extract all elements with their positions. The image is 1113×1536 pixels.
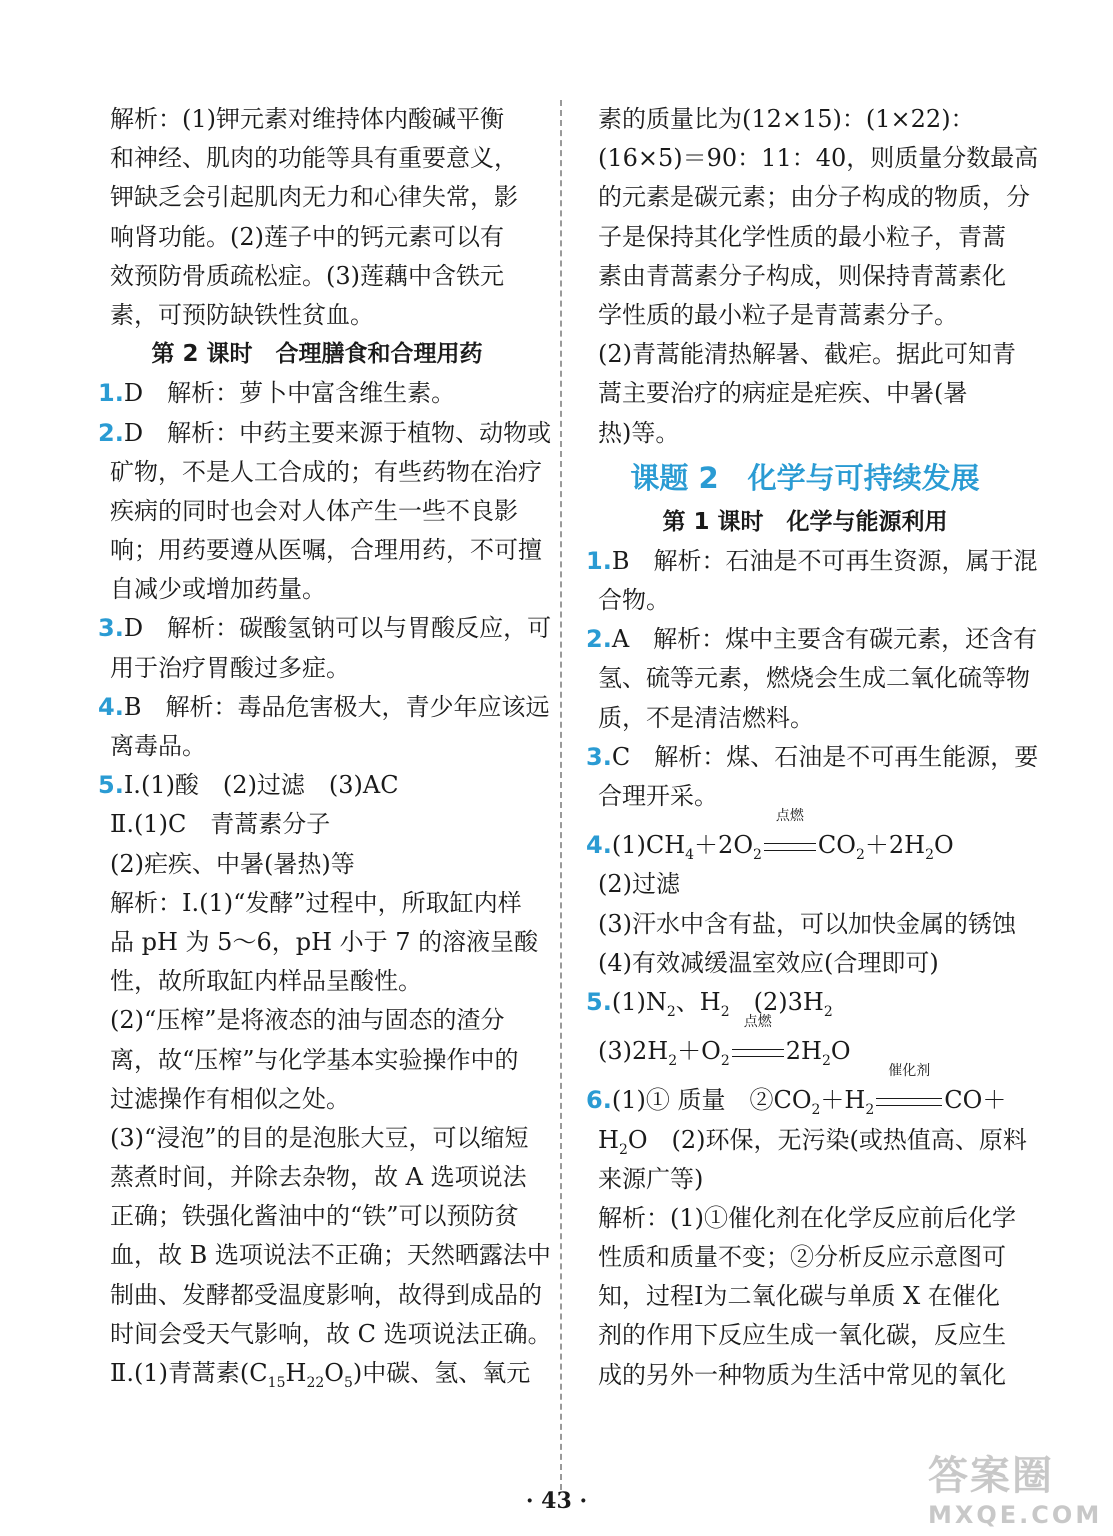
text-line: 剂的作用下反应生成一氧化碳，反应生 (598, 1321, 1006, 1350)
text-line: 素，可预防缺铁性贫血。 (110, 300, 374, 329)
answer-text: B 解析：毒品危害极大，青少年应该远 (123, 692, 550, 721)
text-line: 的元素是碳元素；由分子构成的物质，分 (598, 183, 1030, 212)
lesson-heading: 第 2 课时 合理膳食和合理用药 (151, 341, 483, 368)
formula-line (98, 1354, 536, 1393)
text-line: 响；用药要遵从医嘱，合理用药，不可擅 (110, 536, 542, 565)
text-line: 热)等。 (598, 418, 680, 447)
double-bar-icon (764, 843, 816, 851)
text-line: (2)“压榨”是将液态的油与固态的渣分 (110, 1006, 505, 1035)
answer-line (586, 620, 1038, 659)
text-line: Ⅱ.(1)C 青蒿素分子 (110, 810, 331, 839)
equation-line (586, 1121, 1027, 1160)
answer-text: Ⅰ.(1)酸 (2)过滤 (3)AC (123, 771, 399, 800)
text-line: 合理开采。 (598, 782, 718, 810)
subscript: 2 (666, 1003, 676, 1020)
formula-part: CO＋ (944, 1086, 1007, 1115)
text-line: (3)汗水中含有盐，可以加快金属的锈蚀 (598, 909, 1016, 938)
formula-part: O (2)环保，无污染(或热值高、原料 (627, 1125, 1027, 1154)
subscript: 2 (668, 1052, 678, 1069)
subscript: 2 (753, 846, 762, 863)
text-line: 用于治疗胃酸过多症。 (110, 653, 350, 682)
watermark-brand: 答案圈 (928, 1453, 1054, 1499)
lesson-heading: 第 1 课时 化学与能源利用 (662, 508, 948, 535)
text-line: 学性质的最小粒子是青蒿素分子。 (598, 300, 958, 329)
topic-heading: 课题 2 化学与可持续发展 (630, 460, 980, 495)
text-line: 成的另外一种物质为生活中常见的氧化 (598, 1360, 1006, 1389)
answer-text: A 解析：煤中主要含有碳元素，还含有 (611, 625, 1038, 654)
subscript: 2 (811, 1102, 821, 1119)
answer-text: D 解析：中药主要来源于植物、动物或 (123, 418, 552, 447)
text-line: (16×5)＝90：11：40，则质量分数最高 (598, 144, 1039, 173)
text-line: 疾病的同时也会对人体产生一些不良影 (110, 496, 518, 525)
reaction-condition: 点燃 (775, 808, 804, 825)
formula-part: ＋2O (694, 831, 753, 860)
formula-part: (3)2H (598, 1037, 669, 1066)
text-line: 和神经、肌肉的功能等具有重要意义， (110, 144, 518, 173)
text-line: (2)过滤 (598, 870, 680, 899)
formula-part: O (934, 831, 954, 860)
subscript: 2 (618, 1141, 628, 1158)
text-line: 素的质量比为(12×15)：(1×22)： (598, 105, 975, 133)
formula-part: ＋O (677, 1037, 721, 1066)
text-line: 蒸煮时间，并除去杂物，故 A 选项说法 (110, 1163, 527, 1192)
text-line: 离，故“压榨”与化学基本实验操作中的 (110, 1045, 519, 1074)
formula-part: O (830, 1037, 851, 1066)
answer-text: D 解析：碳酸氢钠可以与胃酸反应，可 (123, 614, 552, 643)
question-number: 6. (586, 1086, 612, 1115)
reaction-condition: 催化剂 (888, 1063, 931, 1080)
answer-line (586, 542, 1038, 581)
reaction-arrow (874, 1063, 944, 1120)
equation-line (586, 1014, 1024, 1071)
answer-text: C 解析：煤、石油是不可再生能源，要 (611, 742, 1039, 771)
formula-part: 2H (785, 1037, 822, 1066)
subscript: 5 (343, 1374, 353, 1391)
watermark-logo (928, 1444, 1108, 1532)
text-line: 性，故所取缸内样品呈酸性。 (110, 967, 422, 996)
question-number: 5. (586, 987, 612, 1016)
text-line: 来源广等) (598, 1164, 704, 1193)
question-number: 4. (586, 831, 612, 860)
left-column (98, 100, 552, 1393)
answer-line (98, 766, 536, 805)
answer-line (98, 609, 552, 648)
reaction-arrow (730, 1014, 786, 1071)
formula-part: H (285, 1359, 307, 1387)
text-line: 正确；铁强化酱油中的“铁”可以预防贫 (110, 1202, 519, 1231)
question-number: 2. (98, 418, 124, 447)
text-line: 知，过程Ⅰ为二氧化碳与单质 X 在催化 (598, 1282, 1000, 1311)
reaction-condition: 点燃 (743, 1014, 772, 1031)
question-number: 2. (586, 625, 612, 654)
column-divider (560, 100, 562, 1490)
text-line: 钾缺乏会引起肌肉无力和心律失常，影 (110, 183, 518, 212)
page-number: · 43 · (525, 1488, 588, 1514)
text-line: 品 pH 为 5～6，pH 小于 7 的溶液呈酸 (110, 927, 539, 956)
subscript: 2 (720, 1003, 730, 1020)
subscript: 2 (821, 1052, 831, 1069)
double-bar-icon (876, 1098, 942, 1106)
answer-text: B 解析：石油是不可再生资源，属于混 (611, 546, 1038, 575)
text-line: 质，不是清洁燃料。 (598, 703, 814, 732)
formula-part: Ⅱ.(1)青蒿素(C (110, 1359, 268, 1387)
subscript: 2 (925, 846, 935, 863)
text-line: (2)青蒿能清热解暑、截疟。据此可知青 (598, 340, 1016, 369)
text-line: 制曲、发酵都受温度影响，故得到成品的 (110, 1280, 542, 1309)
subscript: 15 (267, 1374, 286, 1391)
formula-part: ＋2H (864, 831, 926, 860)
text-line: 蒿主要治疗的病症是疟疾、中暑(暑 (598, 379, 968, 408)
answer-line (98, 688, 550, 727)
text-line: 血，故 B 选项说法不正确；天然晒露法中 (110, 1241, 551, 1270)
text-line: (4)有效减缓温室效应(合理即可) (598, 948, 939, 977)
formula-part: (1)N (611, 987, 667, 1016)
formula-part: ＋H (820, 1086, 866, 1115)
answer-line (586, 738, 1039, 777)
text-line: 效预防骨质疏松症。(3)莲藕中含铁元 (110, 261, 504, 290)
equation-line (586, 808, 1024, 865)
text-line: 解析：(1)①催化剂在化学反应前后化学 (598, 1203, 1016, 1232)
reaction-arrow (762, 808, 818, 865)
text-line: 过滤操作有相似之处。 (110, 1084, 350, 1113)
text-line: 响肾功能。(2)莲子中的钙元素可以有 (110, 222, 504, 251)
answer-line (98, 374, 536, 413)
text-line: 性质和质量不变；②分析反应示意图可 (598, 1243, 1006, 1272)
answer-text: D 解析：萝卜中富含维生素。 (123, 379, 456, 408)
text-line: 合物。 (598, 586, 670, 615)
question-number: 3. (98, 614, 124, 643)
watermark-site: MXQE.COM (928, 1501, 1103, 1529)
text-line: 自减少或增加药量。 (110, 575, 326, 604)
text-line: 解析：(1)钾元素对维持体内酸碱平衡 (110, 105, 504, 133)
subscript: 2 (855, 846, 865, 863)
answer-line (98, 414, 552, 453)
formula-part: (1)① 质量 ②CO (611, 1086, 812, 1115)
text-line: 时间会受天气影响，故 C 选项说法正确。 (110, 1319, 552, 1348)
formula-part: )中碳、氢、氧元 (352, 1359, 531, 1387)
text-line: 氢、硫等元素，燃烧会生成二氧化硫等物 (598, 664, 1030, 693)
formula-part: O (324, 1359, 344, 1387)
double-bar-icon (732, 1049, 784, 1057)
text-line: 素由青蒿素分子构成，则保持青蒿素化 (598, 261, 1006, 290)
subscript: 2 (823, 1003, 833, 1020)
formula-part: (2)3H (729, 987, 824, 1016)
text-line: (3)“浸泡”的目的是泡胀大豆，可以缩短 (110, 1123, 529, 1152)
formula-part: (1)CH (611, 831, 686, 860)
formula-part: 、H (675, 987, 721, 1016)
right-column (586, 100, 1039, 1395)
question-number: 3. (586, 742, 612, 771)
equation-line (586, 1063, 1024, 1120)
text-line: (2)疟疾、中暑(暑热)等 (110, 849, 355, 878)
text-line: 子是保持其化学性质的最小粒子，青蒿 (598, 222, 1006, 251)
subscript: 2 (865, 1102, 875, 1119)
text-line: 解析：Ⅰ.(1)“发酵”过程中，所取缸内样 (110, 888, 522, 917)
question-number: 1. (98, 379, 124, 408)
formula-part: H (598, 1125, 619, 1154)
question-number: 5. (98, 771, 124, 800)
text-line: 矿物，不是人工合成的；有些药物在治疗 (110, 457, 542, 486)
subscript: 4 (685, 846, 695, 863)
subscript: 2 (720, 1052, 730, 1069)
equation-line (586, 983, 1024, 1022)
subscript: 22 (306, 1374, 325, 1391)
question-number: 4. (98, 692, 124, 721)
question-number: 1. (586, 546, 612, 575)
formula-part: CO (817, 831, 856, 860)
text-line: 离毒品。 (110, 732, 206, 760)
